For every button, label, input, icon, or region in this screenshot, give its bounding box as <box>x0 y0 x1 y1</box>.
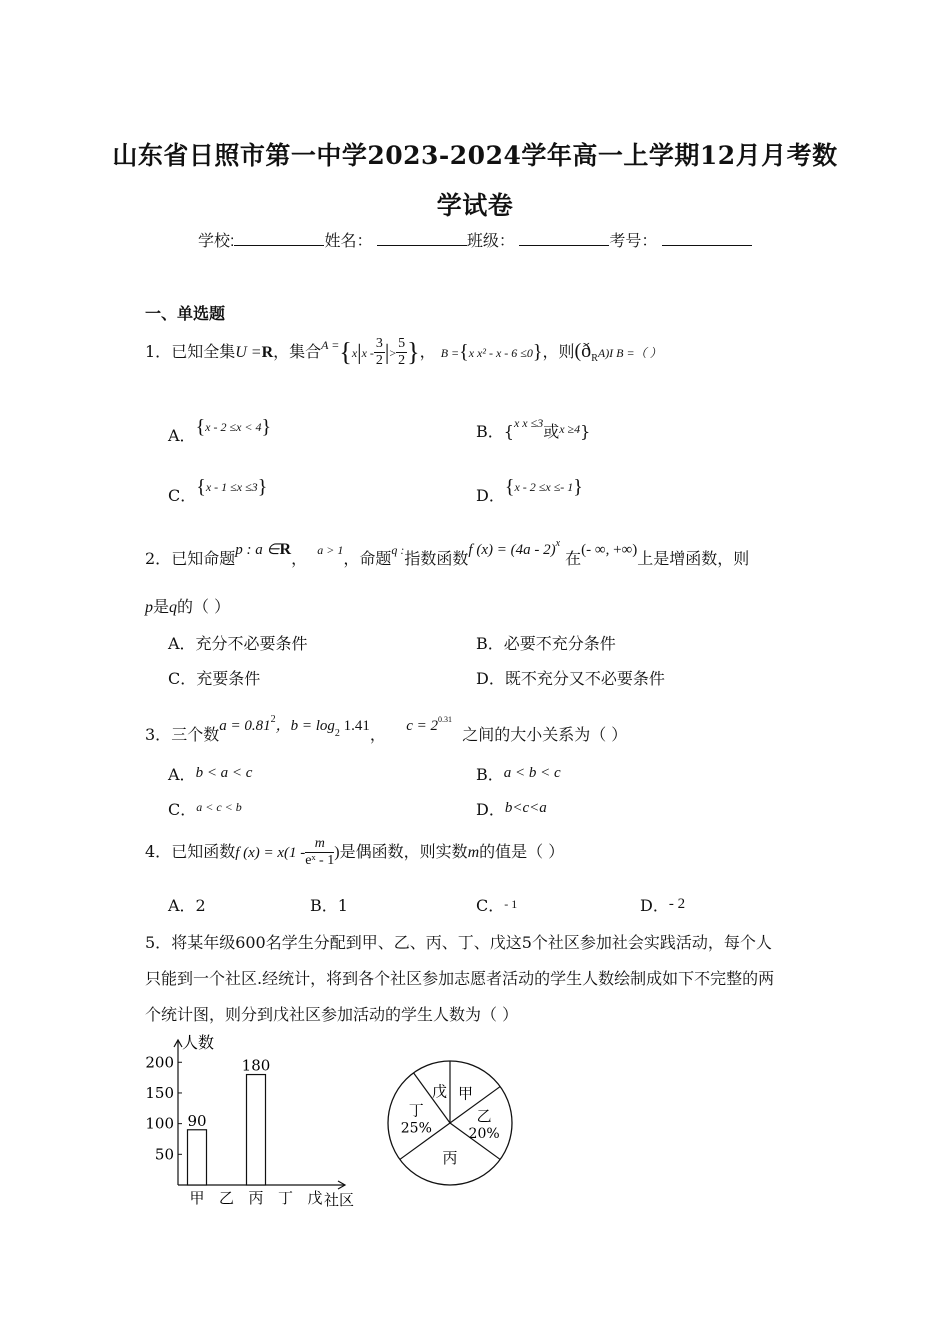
q5-line-1: 将某年级600名学生分配到甲、乙、丙、丁、戊这5个社区参加社会实践活动，每个人 <box>171 933 772 952</box>
pie-slice-value: 20% <box>468 1126 500 1142</box>
q1-option-c-text: x - 1 ≤x ≤3 <box>205 480 258 494</box>
q1-frac2-den: 2 <box>398 353 406 368</box>
q3-number: 3． <box>145 725 172 744</box>
q1-expr-end: A)I B =（ ） <box>597 346 662 360</box>
pie-slice-label: 戊 <box>431 1082 447 1101</box>
q2-line2-end: 的（ ） <box>177 597 231 616</box>
q4-option-d[interactable] <box>640 893 685 916</box>
q1-number: 1． <box>145 342 172 361</box>
title-line-2: 学试卷 <box>436 191 514 220</box>
q3-option-a-text: b < a < c <box>195 765 253 781</box>
q2-a-gt: a > 1 <box>317 543 344 557</box>
q1-opt-c-brace-close: } <box>257 476 268 498</box>
q2-text-b: ，命题 <box>343 549 392 568</box>
q1-complement-sub: R <box>591 353 598 365</box>
q2-p-expr: p : a ∈ <box>235 542 280 558</box>
q2-p: p <box>145 599 153 616</box>
school-label: 学校: <box>198 233 235 250</box>
q1-option-b-part2: x ≥4 <box>559 422 581 436</box>
q3-option-b[interactable] <box>476 762 561 785</box>
q1-gt: > <box>389 346 397 360</box>
bar-category-label: 丁 <box>277 1189 294 1207</box>
q3-text-b: 之间的大小关系为（ ） <box>462 725 628 744</box>
q4-m: m <box>467 844 480 861</box>
q3-text-a: 三个数 <box>171 725 220 744</box>
q1-frac1-den: 2 <box>375 353 383 368</box>
q1-option-a-label: A． <box>168 426 196 445</box>
q3-comma: ， <box>369 725 386 744</box>
q2-real: R <box>279 541 292 558</box>
q1-option-b-end: } <box>580 422 591 441</box>
q3-a-exp: 2 <box>270 714 276 725</box>
q1-option-b-or: 或 <box>543 422 560 441</box>
bar-data-label: 90 <box>187 1111 207 1130</box>
q1-b-brace-close: } <box>532 341 543 363</box>
q2-option-a[interactable]: A．充分不必要条件 <box>168 634 308 653</box>
q2-option-d[interactable]: D．既不充分又不必要条件 <box>476 669 665 688</box>
q1-frac2 <box>396 336 407 369</box>
class-label: 班级： <box>466 233 515 250</box>
q1-opt-a-brace-open: { <box>195 416 206 438</box>
q4-option-d-label: D． <box>640 896 669 915</box>
q4-text-c: 的值是（ ） <box>479 842 565 861</box>
q5-number: 5． <box>145 933 172 952</box>
q3-c-exp: 0.31 <box>438 715 453 724</box>
q1-text-b: ，集合 <box>273 342 322 361</box>
q4-option-b[interactable]: B．1 <box>310 896 348 915</box>
bar-category-label: 乙 <box>218 1189 235 1207</box>
q3-option-d-text: b<c<a <box>504 800 547 816</box>
q1-text: 已知全集 <box>171 342 236 361</box>
q4-option-c[interactable] <box>476 893 517 916</box>
q2-option-b[interactable]: B．必要不充分条件 <box>476 634 616 653</box>
q1-real: R <box>261 344 274 361</box>
q1-frac1-num: 3 <box>375 336 383 351</box>
q2-text-a: 已知命题 <box>171 549 236 568</box>
bar-category-label: 戊 <box>307 1189 323 1207</box>
q4-option-a[interactable]: A．2 <box>168 896 206 915</box>
q4-close: ) <box>334 844 340 861</box>
q2-f-expr: f (x) = (4a - 2) <box>468 542 556 558</box>
q1-option-b[interactable] <box>476 416 590 442</box>
q1-comma: ， <box>419 342 436 361</box>
bar <box>247 1075 266 1185</box>
question-2-line-2 <box>145 594 230 617</box>
q3-option-d[interactable] <box>476 797 547 820</box>
q2-f-exp: x <box>555 538 561 549</box>
q3-option-c-label: C． <box>168 800 197 819</box>
q1-option-a-text: x - 2 ≤x < 4 <box>205 420 262 434</box>
name-label: 姓名： <box>324 233 373 250</box>
pie-slice-label: 丙 <box>442 1149 458 1168</box>
q3-option-b-text: a < b < c <box>503 765 561 781</box>
q3-option-d-label: D． <box>476 800 505 819</box>
question-1 <box>145 336 662 369</box>
section-heading: 一、单选题 <box>145 306 226 323</box>
bar-chart <box>140 1030 370 1210</box>
q3-option-c-text: a < c < b <box>196 800 242 814</box>
q2-interval: (- ∞, +∞) <box>581 542 638 558</box>
number-blank[interactable] <box>662 229 752 246</box>
name-blank[interactable] <box>377 229 467 246</box>
q4-f-expr: f (x) = x(1 - <box>235 845 306 861</box>
q4-text-a: 已知函数 <box>171 842 236 861</box>
q1-abs-open: | <box>357 339 362 365</box>
q1-set-b: B = <box>440 346 460 360</box>
q1-brace-open: { <box>339 337 352 367</box>
bar-ytick-label: 100 <box>145 1114 174 1133</box>
q4-frac <box>305 836 334 869</box>
q4-number: 4． <box>145 842 172 861</box>
bar-ytick-label: 150 <box>145 1083 174 1102</box>
bar-ytick-label: 50 <box>154 1145 174 1164</box>
q3-option-a[interactable] <box>168 762 252 785</box>
q2-q: q <box>169 599 178 616</box>
class-blank[interactable] <box>519 229 609 246</box>
q1-complement: (ð <box>574 340 592 362</box>
q4-frac-den: eˣ - 1 <box>305 853 335 868</box>
q4-option-c-label: C． <box>476 896 505 915</box>
pie-slice-label: 丁 <box>408 1101 424 1120</box>
q1-universal: U = <box>235 344 262 361</box>
question-5-line-1 <box>145 930 772 953</box>
bar-ytick-label: 200 <box>145 1053 174 1072</box>
question-3 <box>145 714 627 745</box>
pie-chart <box>380 1060 520 1190</box>
q2-option-c[interactable]: C．充要条件 <box>168 669 261 688</box>
q3-b-sub: 2 <box>334 728 340 739</box>
q3-option-a-label: A． <box>168 765 196 784</box>
q1-frac1 <box>374 336 385 369</box>
school-blank[interactable] <box>234 229 324 246</box>
q2-q-label: q : <box>391 543 405 557</box>
q1-option-b-label: B．{ <box>476 422 514 441</box>
q1-option-d-text: x - 2 ≤x ≤- 1 <box>514 480 574 494</box>
q1-set-a-x: x <box>351 346 358 360</box>
q3-option-b-label: B． <box>476 765 504 784</box>
question-5-line-3: 个统计图，则分到戊社区参加活动的学生人数为（ ） <box>145 1005 519 1024</box>
q1-frac2-num: 5 <box>398 336 406 351</box>
bar-xlabel: 社区 <box>324 1191 355 1209</box>
q2-comma: ， <box>291 549 308 568</box>
q1-set-b-body: x x² - x - 6 ≤0 <box>468 346 533 360</box>
q3-c-expr: c = 2 <box>406 718 439 734</box>
bar-category-label: 丙 <box>248 1189 264 1207</box>
q1-option-b-part1: x x ≤3 <box>513 416 544 430</box>
student-info-row <box>198 228 752 251</box>
q4-option-d-text: - 2 <box>668 896 686 912</box>
q1-option-c[interactable] <box>168 476 267 506</box>
q2-text-e: 上是增函数，则 <box>637 549 750 568</box>
title-line-1: 山东省日照市第一中学2023-2024学年高一上学期12月月考数 <box>112 141 838 170</box>
q2-text-c: 指数函数 <box>404 549 469 568</box>
pie-slice-label: 甲 <box>457 1084 473 1103</box>
q1-opt-a-brace-close: } <box>261 416 272 438</box>
q1-b-brace-open: { <box>459 341 469 363</box>
pie-slice-label: 乙 <box>476 1107 492 1125</box>
q3-b-expr: ，b = log <box>275 718 335 734</box>
q1-option-d[interactable] <box>476 476 583 506</box>
bar-ylabel: 人数 <box>182 1033 215 1052</box>
question-5-line-2: 只能到一个社区.经统计，将到各个社区参加志愿者活动的学生人数绘制成如下不完整的两 <box>145 969 775 988</box>
q1-set-a-lhs: A = <box>321 338 340 352</box>
q2-line2-text: 是 <box>153 597 170 616</box>
q1-abs-close: | <box>384 339 390 365</box>
q3-option-c[interactable] <box>168 797 242 820</box>
bar-category-label: 甲 <box>189 1189 205 1207</box>
question-4 <box>145 836 564 869</box>
q1-set-a-expr: x - <box>361 346 374 360</box>
q1-opt-d-brace-open: { <box>504 476 515 498</box>
q1-option-c-label: C． <box>168 486 197 505</box>
pie-slice-value: 25% <box>400 1120 432 1137</box>
q1-option-d-label: D． <box>476 486 505 505</box>
q2-text-d: 在 <box>565 549 582 568</box>
number-label: 考号： <box>609 233 658 250</box>
q1-brace-close: } <box>407 337 420 367</box>
q2-number: 2． <box>145 549 172 568</box>
q4-text-b: 是偶函数，则实数 <box>339 842 468 861</box>
q1-option-a[interactable] <box>168 416 271 446</box>
question-2 <box>145 538 749 569</box>
q1-then: ，则 <box>542 342 575 361</box>
q3-a-expr: a = 0.81 <box>219 718 271 734</box>
q4-frac-num: m <box>305 836 334 853</box>
q1-opt-c-brace-open: { <box>196 476 206 498</box>
bar-data-label: 180 <box>241 1056 271 1075</box>
q4-option-c-text: - 1 <box>504 897 518 911</box>
q1-opt-d-brace-close: } <box>573 476 583 498</box>
bar <box>188 1130 207 1185</box>
q3-b-val: 1.41 <box>339 718 370 734</box>
